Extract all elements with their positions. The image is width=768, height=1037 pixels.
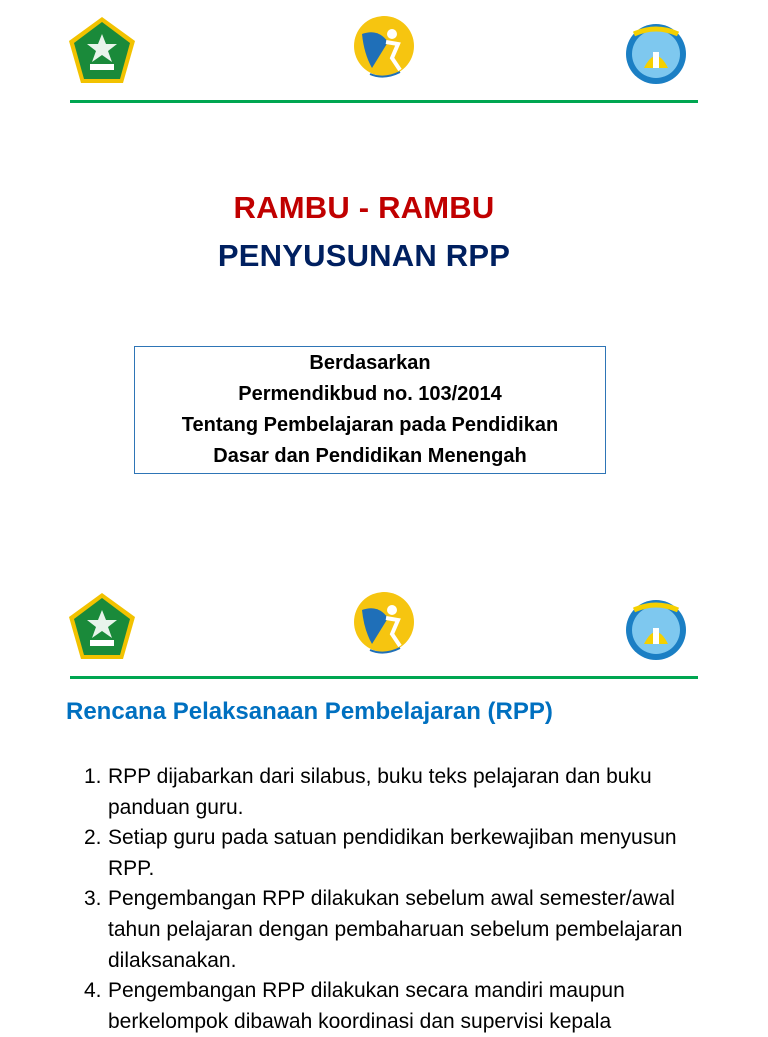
box-line-4: Dasar dan Pendidikan Menengah	[213, 445, 527, 467]
box-line-1: Berdasarkan	[309, 352, 431, 374]
kemenag-emblem-icon	[66, 590, 138, 662]
rpp-rules-list	[84, 762, 724, 1037]
title-line-2: PENYUSUNAN RPP	[217, 238, 511, 273]
list-item-number: 4.	[84, 979, 102, 1003]
header-divider	[70, 100, 698, 103]
kurikulum-2013-icon	[348, 590, 420, 662]
list-item-number: 1.	[84, 765, 102, 788]
section-heading: Rencana Pelaksanaan Pembelajaran (RPP)	[66, 698, 553, 725]
list-item-text: Setiap guru pada satuan pendidikan berkewajiban menyusun RPP.	[108, 826, 677, 880]
box-line-2: Permendikbud no. 103/2014	[238, 383, 502, 405]
tut-wuri-handayani-icon	[620, 20, 692, 92]
title-line-1: RAMBU - RAMBU	[233, 190, 495, 225]
header-divider	[70, 676, 698, 679]
list-item-text: RPP dijabarkan dari silabus, buku teks pelajaran dan buku panduan guru.	[108, 765, 652, 819]
list-item	[84, 823, 724, 884]
tut-wuri-handayani-icon	[620, 596, 692, 668]
kurikulum-2013-icon	[348, 14, 420, 86]
legal-basis-box	[134, 346, 606, 474]
kemenag-emblem-icon	[66, 14, 138, 86]
list-item	[84, 884, 724, 976]
content-slide	[0, 576, 768, 1033]
list-item-number: 2.	[84, 826, 102, 850]
list-item-number: 3.	[84, 887, 102, 911]
list-item-text: Pengembangan RPP dilakukan sebelum awal semester/awal tahun pelajaran dengan pembaharuan sebelum pembelajaran dilaksanakan.	[108, 887, 683, 972]
list-item-text: Pengembangan RPP dilakukan secara mandiri maupun berkelompok dibawah koordinasi dan supervisi kepala	[108, 979, 625, 1033]
list-item	[84, 976, 724, 1037]
box-line-3: Tentang Pembelajaran pada Pendidikan	[181, 414, 559, 436]
list-item	[84, 762, 724, 823]
